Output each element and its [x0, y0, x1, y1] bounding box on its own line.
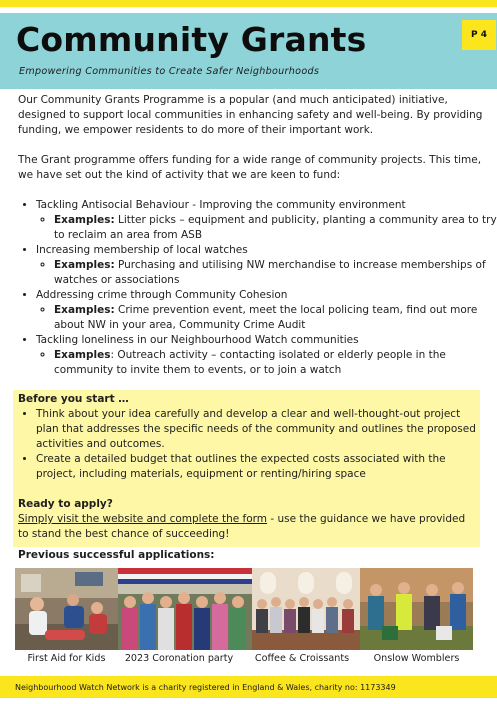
list-item	[36, 243, 497, 288]
example-text: Purchasing and utilising NW merchandise to increase memberships of watches or associations	[54, 259, 486, 286]
top-accent-bar	[0, 0, 497, 7]
list-item-label: Increasing membership of local watches	[36, 244, 248, 256]
photo-caption: Onslow Womblers	[373, 653, 460, 664]
coronation-party-photo	[118, 568, 252, 650]
list-item-label: Tackling Antisocial Behaviour - Improving the community environment	[36, 199, 406, 211]
footer-charity-text: Neighbourhood Watch Network is a charity registered in England & Wales, charity no: 1173349	[15, 683, 396, 692]
examples-label: Examples:	[54, 304, 115, 316]
example-text: : Outreach activity – contacting isolated or elderly people in the community to invite them to events, or to join a watch	[54, 349, 446, 376]
funding-list	[18, 198, 497, 378]
list-item-label: Tackling loneliness in our Neighbourhood Watch communities	[36, 334, 359, 346]
first-aid-photo	[15, 568, 118, 650]
footer-bar	[0, 676, 497, 698]
list-item	[36, 333, 497, 378]
example-item	[54, 348, 497, 378]
apply-link[interactable]: Simply visit the website and complete the form	[18, 513, 268, 525]
onslow-womblers-photo	[360, 568, 473, 650]
list-item	[36, 288, 497, 333]
page-title: Community Grants	[16, 20, 367, 59]
photo-caption: Coffee & Croissants	[254, 653, 350, 664]
example-item	[54, 213, 497, 243]
intro-paragraph: Our Community Grants Programme is a popular (and much anticipated) initiative, designed to support local communities in enhancing safety and well-being. By providing funding, we empower residents to do more of their important work.	[18, 94, 483, 136]
example-text: Crime prevention event, meet the local policing team, find out more about NW in your area, Community Crime Audit	[54, 304, 478, 331]
examples-label: Examples:	[54, 214, 115, 226]
list-item-label: Addressing crime through Community Cohesion	[36, 289, 288, 301]
examples-label: Examples:	[54, 259, 115, 271]
example-item	[54, 303, 497, 333]
photo-caption: First Aid for Kids	[27, 653, 106, 664]
previous-applications-heading: Previous successful applications:	[18, 549, 215, 561]
list-item: • Think about your idea carefully and develop a clear and well-thought-out project plan that addresses the specific needs of the community and outlines the proposed activities and outcomes.	[36, 407, 476, 452]
apply-guidance-text: - use the guidance we have provided to stand the best chance of succeeding!	[18, 513, 466, 540]
intro-paragraph-2: The Grant programme offers funding for a wide range of community projects. This time, we have set out the kind of activity that we are keen to fund:	[18, 154, 482, 181]
callout-box	[13, 390, 480, 547]
photo-caption: 2023 Coronation party	[124, 653, 234, 664]
coffee-croissants-photo	[252, 568, 360, 650]
before-you-start-heading: Before you start …	[18, 393, 129, 405]
example-text: Litter picks – equipment and publicity, planting a community area to try to reclaim an area from ASB	[54, 214, 497, 241]
examples-label: Examples	[54, 349, 111, 361]
list-item: • Create a detailed budget that outlines the expected costs associated with the project, including materials, equipment or renting/hiring space	[36, 452, 476, 482]
example-item	[54, 258, 497, 288]
apply-text	[18, 512, 476, 542]
page-number-badge: P 4	[462, 20, 496, 50]
page-subtitle: Empowering Communities to Create Safer Neighbourhoods	[19, 66, 320, 77]
ready-to-apply-heading: Ready to apply?	[18, 498, 113, 510]
list-item	[36, 198, 497, 243]
